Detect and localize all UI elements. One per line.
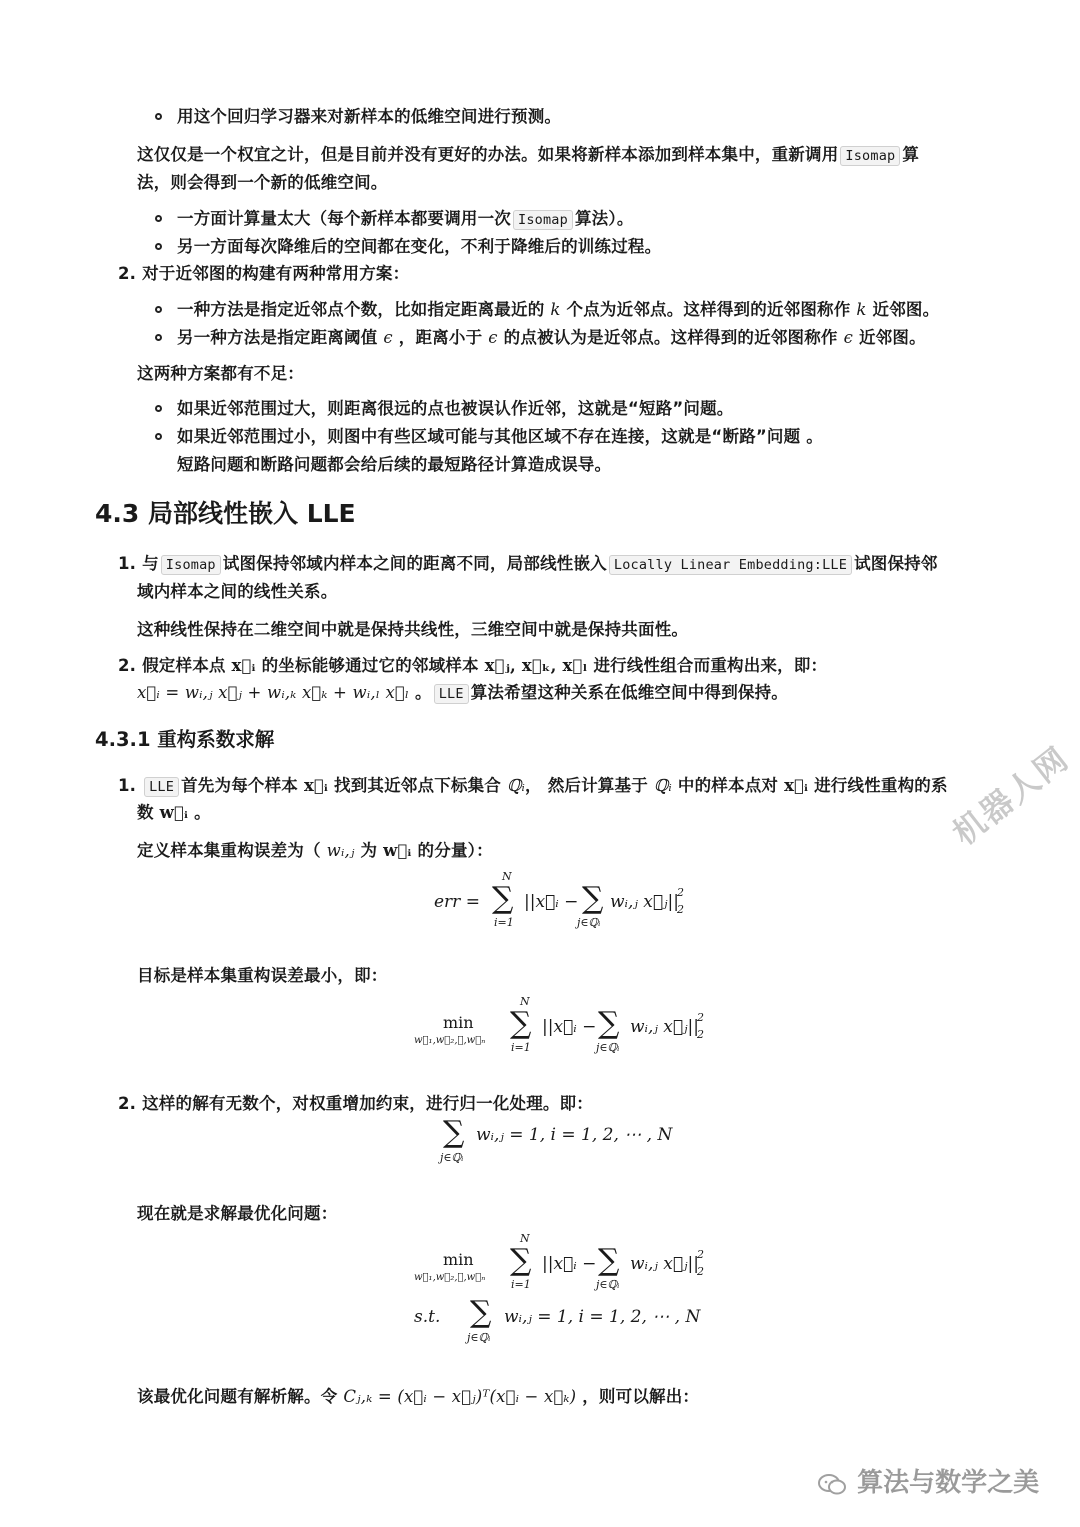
numbered-item: 1. LLE 首先为每个样本 x⃗ᵢ 找到其近邻点下标集合 ℚᵢ， 然后计算基于 ℚᵢ 中的样本点对 x⃗ᵢ 进行线性重构的系 — [118, 776, 948, 795]
inline-code: Isomap — [513, 210, 573, 230]
numbered-item: 1. 与 Isomap 试图保持邻域内样本之间的距离不同，局部线性嵌入 Locally Linear Embedding:LLE 试图保持邻 — [118, 554, 938, 573]
numbered-item: 2. 这样的解有无数个，对权重增加约束，进行归一化处理。即： — [118, 1094, 593, 1113]
bullet-circle — [155, 405, 162, 412]
paragraph: 定义样本集重构误差为（ wᵢ,ⱼ 为 w⃗ᵢ 的分量）： — [137, 841, 493, 860]
paragraph: 这两种方案都有不足： — [137, 364, 304, 383]
bullet-text: 一方面计算量太大（每个新样本都要调用一次 Isomap 算法）。 — [177, 209, 634, 228]
bullet-circle — [155, 306, 162, 313]
numbered-item: 2. 假定样本点 x⃗ᵢ 的坐标能够通过它的邻域样本 x⃗ⱼ, x⃗ₖ, x⃗ₗ 进行线性组合而重构出来，即： — [118, 656, 828, 675]
paragraph: x⃗ᵢ = wᵢ,ⱼ x⃗ⱼ + wᵢ,ₖ x⃗ₖ + wᵢ,ₗ x⃗ₗ 。 LLE 算法希望这种关系在低维空间中得到保持。 — [137, 683, 789, 702]
inline-code: Isomap — [161, 555, 221, 575]
chat-bubble-icon — [818, 1473, 846, 1501]
numbered-item: 2. 对于近邻图的构建有两种常用方案： — [118, 264, 410, 283]
bullet-text: 一种方法是指定近邻点个数，比如指定距离最近的 k 个点为近邻点。这样得到的近邻图称作 k 近邻图。 — [177, 300, 940, 319]
bullet-text: 用这个回归学习器来对新样本的低维空间进行预测。 — [177, 107, 562, 126]
diagonal-watermark: 机器人网 — [945, 738, 1077, 853]
paragraph: 域内样本之间的线性关系。 — [137, 582, 338, 601]
bullet-text: 如果近邻范围过大，则距离很远的点也被误认作近邻，这就是“短路”问题。 — [177, 399, 734, 418]
paragraph: 目标是样本集重构误差最小，即： — [137, 966, 388, 985]
inline-equation: Cⱼ,ₖ = (x⃗ᵢ − x⃗ⱼ)ᵀ(x⃗ᵢ − x⃗ₖ) — [343, 1387, 577, 1406]
inline-equation: x⃗ᵢ = wᵢ,ⱼ x⃗ⱼ + wᵢ,ₖ x⃗ₖ + wᵢ,ₗ x⃗ₗ — [137, 683, 410, 702]
bullet-text: 短路问题和断路问题都会给后续的最短路径计算造成误导。 — [177, 455, 612, 474]
inline-code: LLE — [144, 777, 179, 797]
subsection-heading: 4.3.1 重构系数求解 — [95, 728, 275, 751]
bullet-circle — [155, 215, 162, 222]
paragraph: 该最优化问题有解析解。令 Cⱼ,ₖ = (x⃗ᵢ − x⃗ⱼ)ᵀ(x⃗ᵢ − x⃗ₖ) ，则可以解出： — [137, 1387, 700, 1406]
footer-watermark: 算法与数学之美 — [818, 1462, 1039, 1501]
bullet-text: 另一种方法是指定距离阈值 ϵ ，距离小于 ϵ 的点被认为是近邻点。这样得到的近邻图称作 ϵ 近邻图。 — [177, 328, 926, 347]
paragraph: 这仅仅是一个权宜之计，但是目前并没有更好的办法。如果将新样本添加到样本集中，重新调用 Isomap 算 — [137, 145, 920, 164]
inline-code: Isomap — [840, 146, 900, 166]
bullet-circle — [155, 243, 162, 250]
bullet-text: 如果近邻范围过小，则图中有些区域可能与其他区域不存在连接，这就是“断路”问题 。 — [177, 427, 823, 446]
bullet-circle — [155, 113, 162, 120]
bullet-circle — [155, 433, 162, 440]
paragraph: 现在就是求解最优化问题： — [137, 1204, 338, 1223]
section-heading: 4.3 局部线性嵌入 LLE — [95, 499, 356, 528]
inline-code: Locally Linear Embedding:LLE — [609, 555, 852, 575]
bullet-circle — [155, 334, 162, 341]
inline-code: LLE — [434, 684, 469, 704]
paragraph: 数 w⃗ᵢ 。 — [137, 803, 211, 822]
paragraph: 法，则会得到一个新的低维空间。 — [137, 173, 388, 192]
bullet-text: 另一方面每次降维后的空间都在变化，不利于降维后的训练过程。 — [177, 237, 662, 256]
paragraph: 这种线性保持在二维空间中就是保持共线性，三维空间中就是保持共面性。 — [137, 620, 689, 639]
